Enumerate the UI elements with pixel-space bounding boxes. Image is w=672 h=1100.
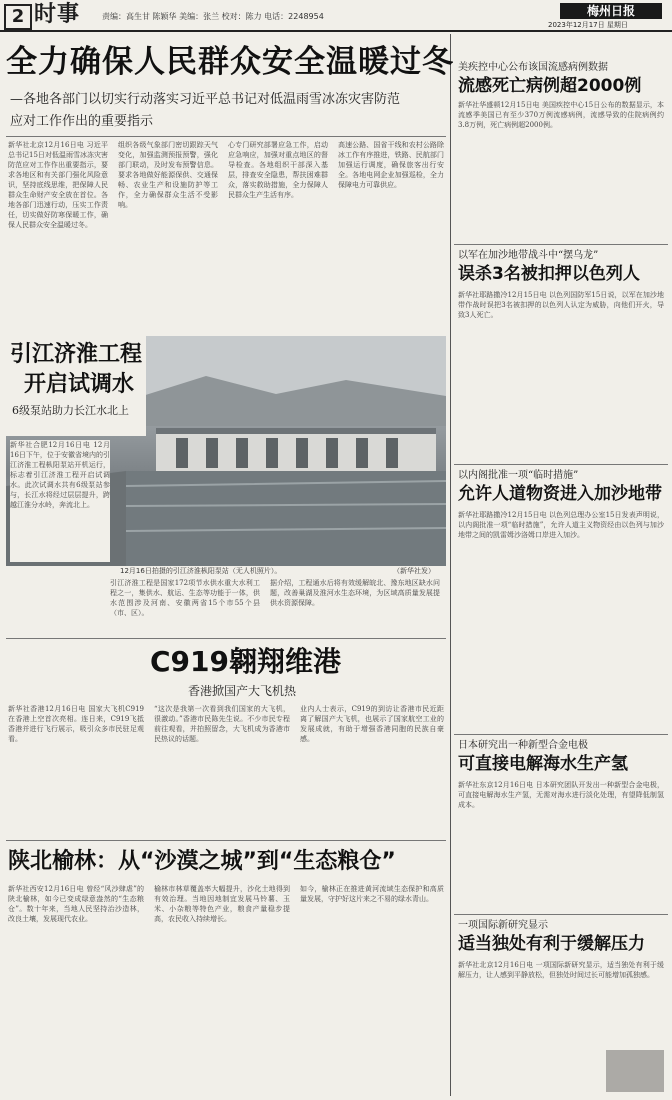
side-kicker-4: 日本研究出一种新型合金电极 bbox=[458, 740, 588, 751]
lead-subhead-2: 应对工作作出的重要指示 bbox=[10, 114, 154, 129]
column-divider bbox=[450, 34, 451, 1096]
side-text-4: 新华社东京12月16日电 日本研究团队开发出一种新型合金电极，可直接电解海水生产氢，无需对海水进行淡化处理，有望降低制氢成本。 bbox=[458, 781, 664, 809]
side-text-5: 新华社北京12月16日电 一项国际新研究显示，适当独处有利于缓解压力，让人感到平静放松，但独处时间过长可能增加孤独感。 bbox=[458, 961, 664, 979]
water-subtitle: 6级泵站助力长江水北上 bbox=[12, 404, 129, 417]
lead-headline: 全力确保人民群众安全温暖过冬 bbox=[6, 44, 454, 80]
water-text-3: 据介绍，工程通水后将有效缓解皖北、豫东地区缺水问题，改善巢湖及淮河水生态环境，为区域高质量发展提供水资源保障。 bbox=[270, 579, 440, 607]
issue-date: 2023年12月17日 星期日 bbox=[548, 21, 628, 29]
side-kicker-3: 以内阁批准一项“临时措施” bbox=[458, 470, 579, 481]
c919-text-1: 新华社香港12月16日电 国家大飞机C919在香港上空首次亮相。连日来，C919飞抵香港并进行飞行展示，吸引众多市民驻足观看。 bbox=[8, 705, 144, 743]
newspaper-logo: 梅州日报 bbox=[560, 3, 662, 19]
lead-text-col-1: 新华社北京12月16日电 习近平总书记15日对低温雨雪冰冻灾害防范应对工作作出重要指示，要求各地区和有关部门强化风险意识，坚持底线思维，把保障人民群众生命财产安全放在首位。各地各部门迅速行动，压实工作责任，切实做好防寒保暖工作，确保人民群众安全温暖过冬。 bbox=[8, 141, 108, 229]
water-title-1: 引江济淮工程 bbox=[10, 342, 143, 367]
lead-text-col-3: 心专门研究部署应急工作，启动应急响应，加强对重点地区的督导检查。各地组织干部深入基层，排查安全隐患，帮扶困难群众，落实救助措施，全力保障人民群众生产生活有序。 bbox=[228, 141, 328, 199]
yulin-headline: 陕北榆林：从“沙漠之城”到“生态粮仓” bbox=[8, 849, 396, 874]
page-header bbox=[0, 0, 672, 30]
page-number: 2 bbox=[4, 4, 32, 30]
side-kicker-5: 一项国际新研究显示 bbox=[458, 920, 548, 931]
c919-text-2: “这次是我第一次看到我们国家的大飞机，很激动。”香港市民陈先生说。不少市民专程前往观看，并拍照留念，大飞机成为香港市民热议的话题。 bbox=[154, 705, 290, 743]
side-text-1: 新华社华盛顿12月15日电 美国疾控中心15日公布的数据显示，本流感季美国已有至少370万例流感病例，流感导致的住院病例约3.8万例，死亡病例超2000例。 bbox=[458, 101, 664, 129]
photo-caption: 12月16日拍摄的引江济淮枞阳泵站（无人机照片）。 bbox=[120, 567, 282, 575]
side-kicker-2: 以军在加沙地带战斗中“摆乌龙” bbox=[458, 250, 599, 261]
section-title: 时事 bbox=[34, 2, 81, 27]
side-headline-4: 可直接电解海水生产氢 bbox=[458, 754, 628, 774]
side-text-2: 新华社耶路撒冷12月15日电 以色列国防军15日说，以军在加沙地带作战时误把3名被扣押的以色列人认定为威胁，向他们开火，导致3人死亡。 bbox=[458, 291, 664, 319]
water-title-2: 开启试调水 bbox=[24, 372, 135, 397]
side-rule-2 bbox=[454, 464, 668, 465]
pumping-station-photo bbox=[6, 336, 446, 566]
lead-rule bbox=[6, 136, 446, 137]
side-rule-3 bbox=[454, 734, 668, 735]
side-kicker-1: 美疾控中心公布该国流感病例数据 bbox=[458, 62, 608, 73]
header-rule bbox=[0, 30, 672, 32]
side-headline-3: 允许人道物资进入加沙地带 bbox=[458, 484, 662, 504]
side-rule-4 bbox=[454, 914, 668, 915]
lead-subhead-1: —各地各部门以切实行动落实习近平总书记对低温雨雪冰冻灾害防范 bbox=[10, 92, 401, 107]
c919-top-rule bbox=[6, 638, 446, 639]
yulin-top-rule bbox=[6, 840, 446, 841]
side-headline-1: 流感死亡病例超2000例 bbox=[458, 76, 642, 96]
editor-credits: 责编：高生甘 陈颖华 美编：张兰 校对：陈力 电话：2248954 bbox=[102, 12, 324, 21]
yulin-text-1: 新华社西安12月16日电 曾经“风沙肆虐”的陕北榆林，如今已变成绿意盎然的“生态粮仓”。数十年来，当地人民坚持治沙造林，改良土壤，发展现代农业。 bbox=[8, 885, 144, 923]
c919-text-3: 业内人士表示，C919的到访让香港市民近距离了解国产大飞机，也展示了国家航空工业的发展成就，有助于增强香港同胞的民族自豪感。 bbox=[300, 705, 444, 743]
water-text-1: 新华社合肥12月16日电 12月16日下午，位于安徽省境内的引江济淮工程枞阳泵站开机运行，标志着引江济淮工程开启试调水。此次试调水共有6级泵站参与，长江水将经过层层提升，跨越江淮分水岭，奔流北上。 bbox=[10, 440, 110, 562]
photo-credit: （新华社发） bbox=[393, 567, 435, 575]
water-text-2: 引江济淮工程是国家172项节水供水重大水利工程之一，集供水、航运、生态等功能于一体，供水范围涉及河南、安徽两省15个市55个县（市、区）。 bbox=[110, 579, 260, 617]
lead-text-col-4: 高速公路、国省干线和农村公路除冰工作有序推进，铁路、民航部门加强运行调度，确保旅客出行安全。各地电网企业加强巡检，全力保障电力可靠供应。 bbox=[338, 141, 444, 189]
side-text-3: 新华社耶路撒冷12月15日电 以色列总理办公室15日发表声明说，以内阁批准一项“临时措施”，允许人道主义物资经由以色列与加沙地带之间的凯雷姆沙洛姆口岸进入加沙。 bbox=[458, 511, 664, 539]
c919-subhead: 香港掀国产大飞机热 bbox=[188, 684, 297, 698]
side-rule-1 bbox=[454, 244, 668, 245]
c919-headline: C919翱翔维港 bbox=[150, 645, 341, 678]
yulin-text-3: 如今，榆林正在推进黄河流域生态保护和高质量发展，守护好这片来之不易的绿水青山。 bbox=[300, 885, 444, 903]
lead-text-col-2: 组织各级气象部门密切跟踪天气变化，加强监测预报预警，强化部门联动，及时发布预警信息。要求各地做好能源保供、交通保畅、农业生产和设施防护等工作，全力确保群众生活不受影响。 bbox=[118, 141, 218, 209]
side-headline-5: 适当独处有利于缓解压力 bbox=[458, 934, 645, 954]
watermark-seal bbox=[606, 1050, 664, 1092]
side-headline-2: 误杀3名被扣押以色列人 bbox=[458, 264, 640, 284]
yulin-text-2: 榆林市林草覆盖率大幅提升，沙化土地得到有效治理。当地因地制宜发展马铃薯、玉米、小杂粮等特色产业，粮食产量稳步提高，农民收入持续增长。 bbox=[154, 885, 290, 923]
